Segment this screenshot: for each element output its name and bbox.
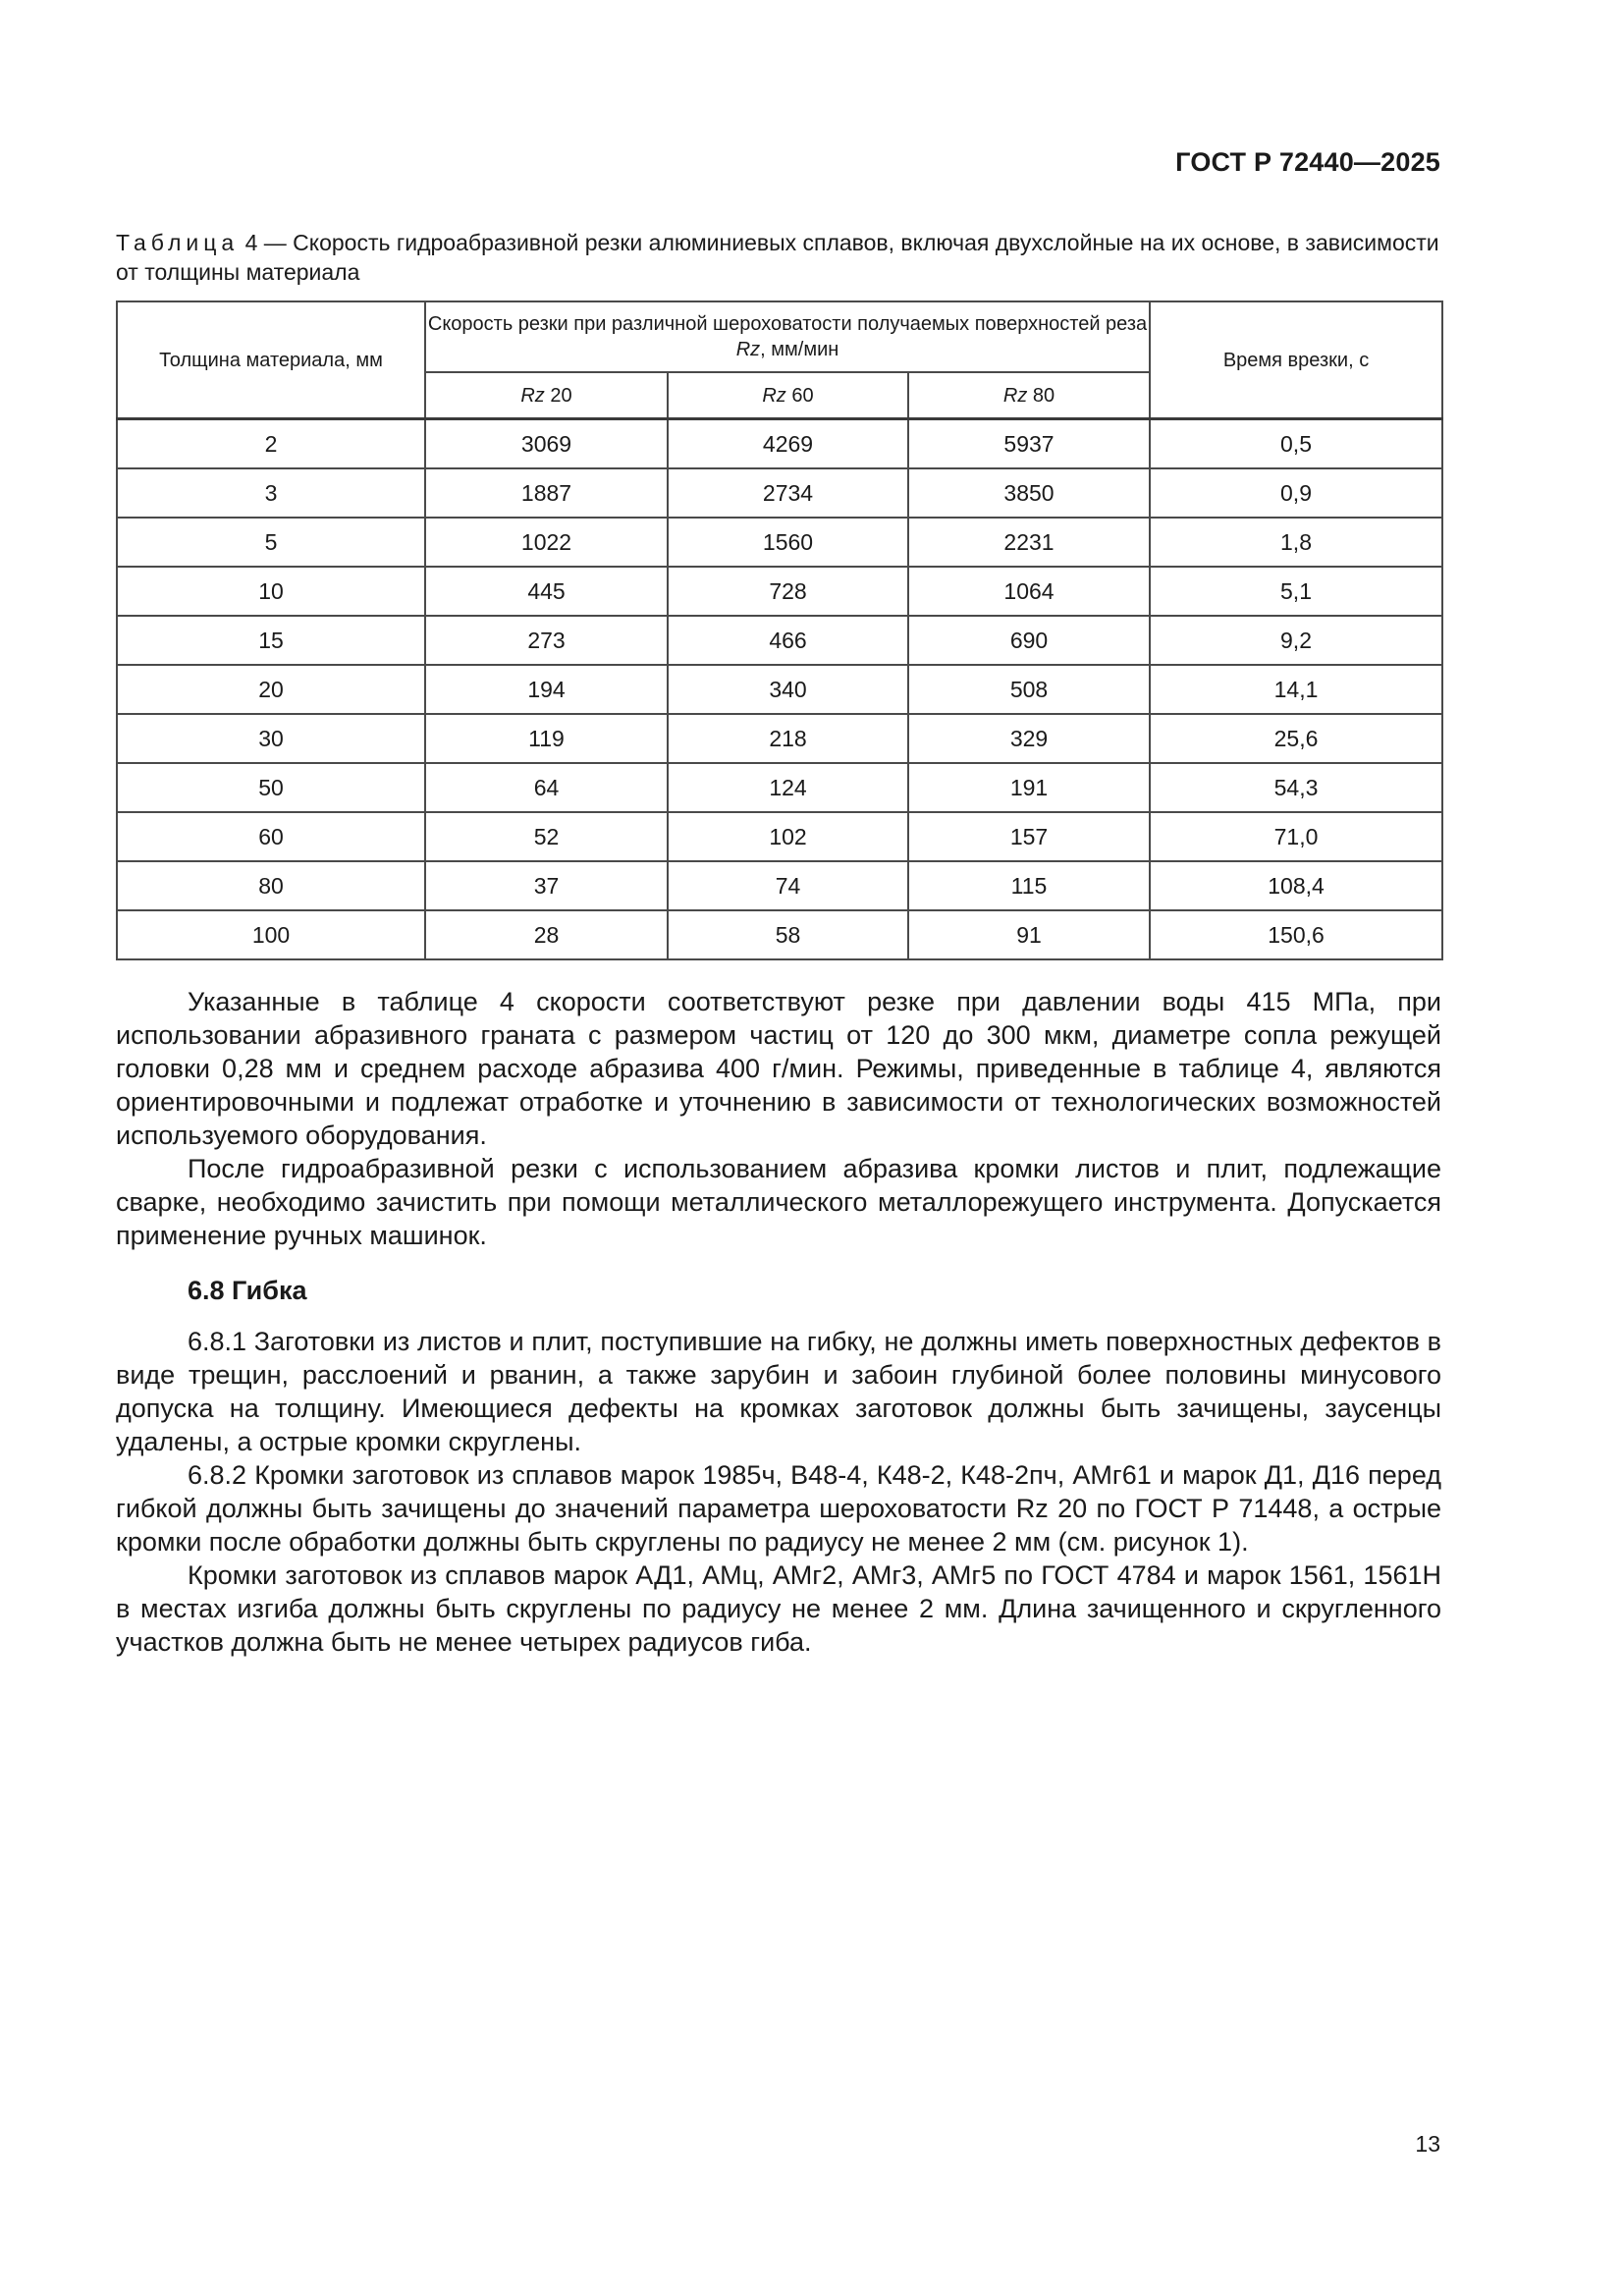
table-cell: 50 — [117, 763, 425, 812]
section-title: 6.8 Гибка — [188, 1276, 307, 1305]
speed-table — [116, 301, 1443, 960]
table-cell: 64 — [425, 763, 668, 812]
table-cell: 728 — [668, 567, 908, 616]
header-rz60 — [668, 372, 908, 419]
table-cell: 71,0 — [1150, 812, 1442, 861]
document-code: ГОСТ Р 72440—2025 — [1175, 147, 1440, 177]
table-cell: 3 — [117, 468, 425, 518]
table-cell: 0,5 — [1150, 419, 1442, 469]
table-row — [117, 616, 1442, 665]
table-cell: 124 — [668, 763, 908, 812]
table-row — [117, 518, 1442, 567]
table-cell: 115 — [908, 861, 1150, 910]
table-body — [117, 419, 1442, 960]
table-cell: 273 — [425, 616, 668, 665]
table-row — [117, 812, 1442, 861]
table-cell: 3850 — [908, 468, 1150, 518]
table-row — [117, 567, 1442, 616]
page-number: 13 — [1415, 2131, 1440, 2157]
table-cell: 74 — [668, 861, 908, 910]
table-cell: 329 — [908, 714, 1150, 763]
rz-value: 80 — [1032, 384, 1055, 407]
table-cell: 2734 — [668, 468, 908, 518]
table-cell: 52 — [425, 812, 668, 861]
table-cell: 80 — [117, 861, 425, 910]
table-cell: 4269 — [668, 419, 908, 469]
paragraph: После гидроабразивной резки с использованием абразива кромки листов и плит, подлежащие сварке, необходимо зачистить при помощи металлического металлорежущего инструмента. Допускается применение ручных машинок. — [116, 1154, 1441, 1250]
table-cell: 10 — [117, 567, 425, 616]
rz-label: Rz — [1002, 384, 1028, 407]
table-row — [117, 419, 1442, 469]
table-cell: 30 — [117, 714, 425, 763]
header-thickness: Толщина материала, мм — [117, 301, 425, 419]
table-cell: 508 — [908, 665, 1150, 714]
table-cell: 14,1 — [1150, 665, 1442, 714]
body-text — [116, 985, 1441, 1659]
paragraph: Кромки заготовок из сплавов марок АД1, АМц, АМг2, АМг3, АМг5 по ГОСТ 4784 и марок 1561, 1561Н в местах изгиба должны быть скруглены по радиусу не менее 2 мм. Длина зачищенного и скругленного участков должна быть не менее четырех радиусов гиба. — [116, 1560, 1441, 1657]
table-cell: 690 — [908, 616, 1150, 665]
table-row — [117, 665, 1442, 714]
table-cell: 3069 — [425, 419, 668, 469]
rz-value: 60 — [791, 384, 814, 407]
table-caption-text: 4 — Скорость гидроабразивной резки алюминиевых сплавов, включая двухслойные на их основе, в зависимости от толщины материала — [116, 230, 1439, 285]
table-cell: 25,6 — [1150, 714, 1442, 763]
header-rz80 — [908, 372, 1150, 419]
table-cell: 1022 — [425, 518, 668, 567]
table-caption-label: Таблица — [116, 230, 240, 255]
table-cell: 54,3 — [1150, 763, 1442, 812]
table-cell: 58 — [668, 910, 908, 959]
table-cell: 28 — [425, 910, 668, 959]
table-cell: 5,1 — [1150, 567, 1442, 616]
table-cell: 2 — [117, 419, 425, 469]
table-cell: 466 — [668, 616, 908, 665]
table-cell: 157 — [908, 812, 1150, 861]
table-cell: 445 — [425, 567, 668, 616]
header-time: Время врезки, с — [1150, 301, 1442, 419]
table-cell: 1887 — [425, 468, 668, 518]
table-row — [117, 468, 1442, 518]
table-cell: 91 — [908, 910, 1150, 959]
table-cell: 60 — [117, 812, 425, 861]
header-rz20 — [425, 372, 668, 419]
table-cell: 218 — [668, 714, 908, 763]
table-cell: 0,9 — [1150, 468, 1442, 518]
rz-label: Rz — [520, 384, 545, 407]
table-cell: 150,6 — [1150, 910, 1442, 959]
table-cell: 1560 — [668, 518, 908, 567]
paragraph: 6.8.1 Заготовки из листов и плит, поступившие на гибку, не должны иметь поверхностных дефектов в виде трещин, расслоений и рванин, а также зарубин и забоин глубиной более половины минусового допуска на толщину. Имеющиеся дефекты на кромках заготовок должны быть зачищены, заусенцы удалены, а острые кромки скруглены. — [116, 1327, 1441, 1456]
table-cell: 2231 — [908, 518, 1150, 567]
table-cell: 5 — [117, 518, 425, 567]
header-speed-rz: Rz — [735, 339, 761, 360]
table-row — [117, 861, 1442, 910]
header-speed-unit: , мм/мин — [760, 339, 839, 360]
table-cell: 20 — [117, 665, 425, 714]
rz-label: Rz — [762, 384, 786, 407]
paragraph: 6.8.2 Кромки заготовок из сплавов марок 1985ч, В48-4, К48-2, К48-2пч, АМг61 и марок Д1, Д16 перед гибкой должны быть зачищены до значений параметра шероховатости Rz 20 по ГОСТ Р 71448, а острые кромки после обработки должны быть скруглены по радиусу не менее 2 мм (см. рисунок 1). — [116, 1460, 1441, 1557]
table-cell: 37 — [425, 861, 668, 910]
rz-value: 20 — [550, 384, 572, 407]
table-cell: 119 — [425, 714, 668, 763]
paragraph: Указанные в таблице 4 скорости соответствуют резке при давлении воды 415 МПа, при использовании абразивного граната с размером частиц от 120 до 300 мкм, диаметре сопла режущей головки 0,28 мм и среднем расходе абразива 400 г/мин. Режимы, приведенные в таблице 4, являются ориентировочными и подлежат отработке и уточнению в зависимости от технологических возможностей используемого оборудования. — [116, 987, 1441, 1150]
table-caption — [116, 228, 1440, 287]
table-row — [117, 763, 1442, 812]
table-cell: 1,8 — [1150, 518, 1442, 567]
table-row — [117, 714, 1442, 763]
table-cell: 9,2 — [1150, 616, 1442, 665]
table-cell: 194 — [425, 665, 668, 714]
table-cell: 108,4 — [1150, 861, 1442, 910]
table-cell: 1064 — [908, 567, 1150, 616]
table-cell: 100 — [117, 910, 425, 959]
table-cell: 191 — [908, 763, 1150, 812]
table-row — [117, 910, 1442, 959]
table-cell: 5937 — [908, 419, 1150, 469]
table-cell: 102 — [668, 812, 908, 861]
header-speed-group — [425, 301, 1150, 372]
header-speed-text: Скорость резки при различной шероховатости получаемых поверхностей реза — [427, 313, 1148, 335]
table-cell: 15 — [117, 616, 425, 665]
table-cell: 340 — [668, 665, 908, 714]
